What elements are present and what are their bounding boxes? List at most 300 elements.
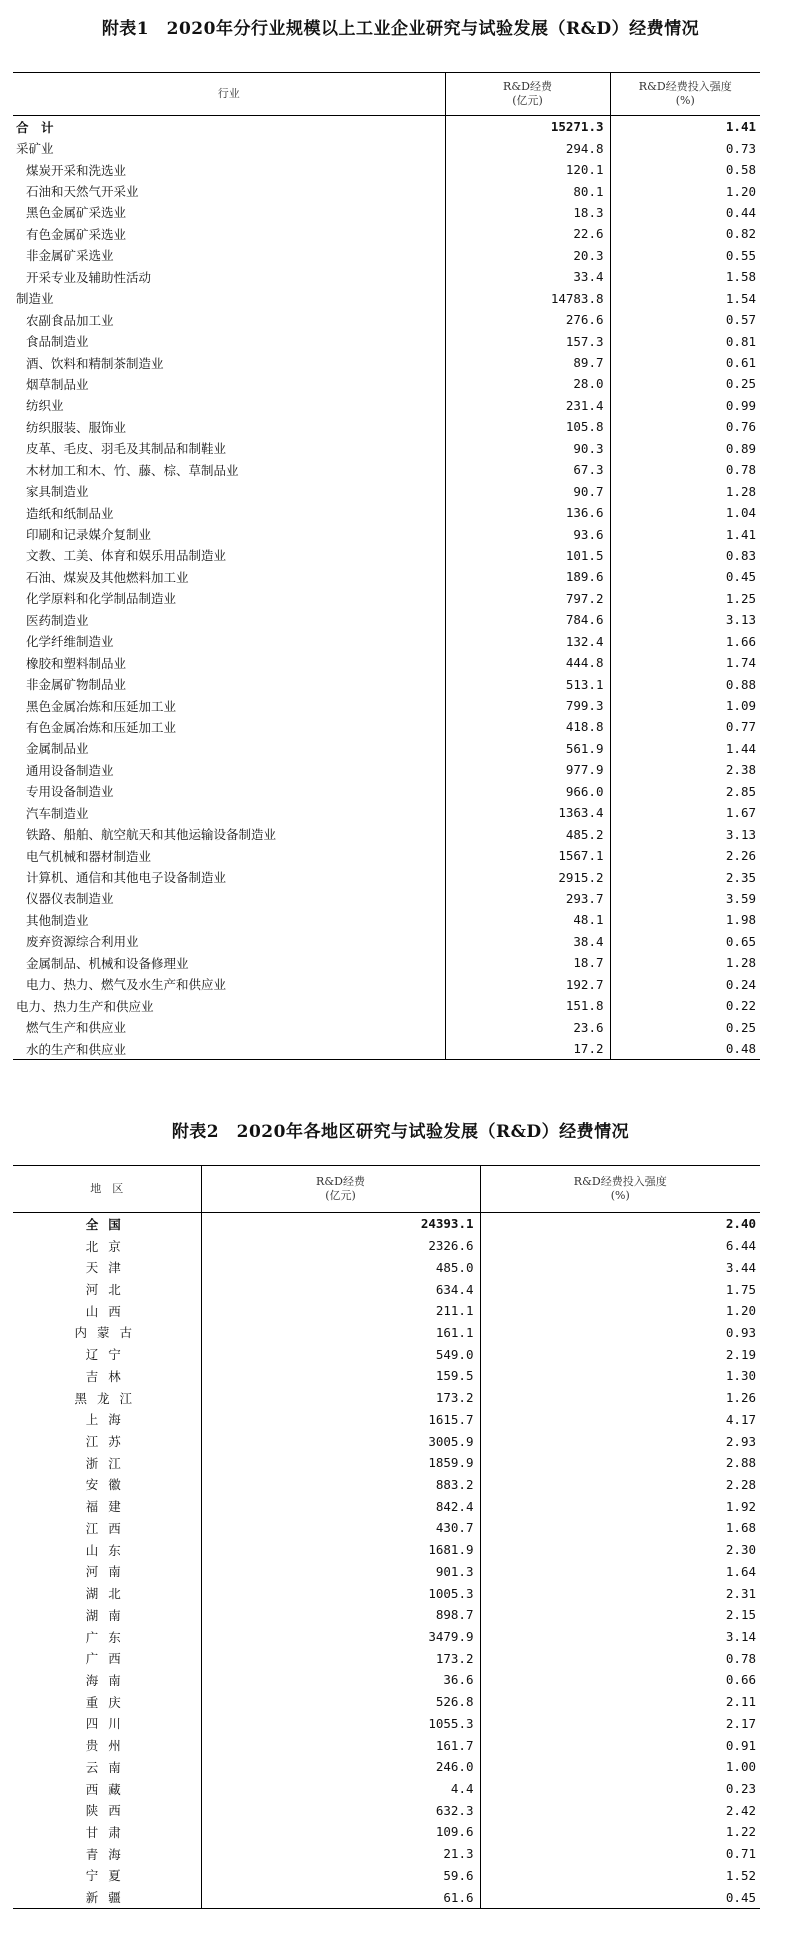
table-row — [13, 416, 760, 437]
industry-name-cell: 木材加工和木、竹、藤、棕、草制品业 — [13, 459, 445, 480]
industry-name-cell: 黑色金属冶炼和压延加工业 — [13, 695, 445, 716]
table-row — [13, 116, 760, 138]
rd-intensity-cell: 0.25 — [725, 1019, 756, 1035]
rd-expenditure-cell: 151.8 — [445, 995, 610, 1016]
rd-expenditure-cell: 159.5 — [201, 1365, 480, 1387]
table-row — [13, 180, 760, 201]
rd-intensity-cell: 2.31 — [725, 1585, 756, 1601]
table-row — [13, 1430, 760, 1452]
table-row — [13, 1843, 760, 1865]
rd-intensity-cell: 3.59 — [725, 890, 756, 906]
rd-intensity-cell: 0.77 — [725, 719, 756, 735]
rd-expenditure-cell: 1363.4 — [445, 802, 610, 823]
rd-intensity-cell: 1.44 — [725, 740, 756, 756]
rd-expenditure-cell: 120.1 — [445, 159, 610, 180]
rd-intensity-cell: 1.20 — [725, 183, 756, 199]
region-name-cell: 江苏 — [13, 1430, 201, 1452]
rd-intensity-cell: 1.74 — [725, 655, 756, 671]
rd-expenditure-cell: 418.8 — [445, 716, 610, 737]
rd-expenditure-cell: 966.0 — [445, 781, 610, 802]
industry-name-cell: 黑色金属矿采选业 — [13, 202, 445, 223]
rd-expenditure-cell: 549.0 — [201, 1343, 480, 1365]
rd-expenditure-cell: 632.3 — [201, 1799, 480, 1821]
table1-header-row — [13, 73, 760, 116]
table-row — [13, 1038, 760, 1060]
rd-intensity-cell: 0.76 — [725, 419, 756, 435]
table2-header-rd-expenditure — [201, 1166, 480, 1213]
industry-name-cell: 仪器仪表制造业 — [13, 888, 445, 909]
industry-name-cell: 其他制造业 — [13, 909, 445, 930]
industry-name-cell: 水的生产和供应业 — [13, 1038, 445, 1060]
rd-expenditure-cell: 1681.9 — [201, 1539, 480, 1561]
industry-name-cell: 电气机械和器材制造业 — [13, 845, 445, 866]
industry-name-cell: 电力、热力、燃气及水生产和供应业 — [13, 974, 445, 995]
region-name-cell: 宁夏 — [13, 1865, 201, 1887]
region-name-cell: 重庆 — [13, 1691, 201, 1713]
industry-name-cell: 有色金属冶炼和压延加工业 — [13, 716, 445, 737]
region-name-cell: 云南 — [13, 1756, 201, 1778]
rd-intensity-cell: 0.88 — [725, 676, 756, 692]
rd-intensity-cell: 0.83 — [725, 547, 756, 563]
table-row — [13, 1669, 760, 1691]
region-name-cell: 辽宁 — [13, 1343, 201, 1365]
table-row — [13, 1539, 760, 1561]
rd-intensity-cell: 0.48 — [610, 1038, 760, 1060]
region-name-cell: 湖南 — [13, 1604, 201, 1626]
industry-name-cell: 农副食品加工业 — [13, 309, 445, 330]
rd-expenditure-cell: 18.3 — [445, 202, 610, 223]
rd-intensity-cell: 3.44 — [725, 1259, 756, 1275]
rd-expenditure-cell: 161.7 — [201, 1734, 480, 1756]
rd-intensity-cell: 2.35 — [725, 869, 756, 885]
table-row — [13, 845, 760, 866]
rd-expenditure-cell: 105.8 — [445, 416, 610, 437]
table-row — [13, 137, 760, 158]
table-row — [13, 459, 760, 480]
industry-name-cell: 专用设备制造业 — [13, 781, 445, 802]
industry-name-cell: 汽车制造业 — [13, 802, 445, 823]
table-row — [13, 1799, 760, 1821]
table-row — [13, 823, 760, 844]
rd-intensity-cell: 0.61 — [725, 355, 756, 371]
rd-expenditure-cell: 173.2 — [201, 1647, 480, 1669]
table-row — [13, 759, 760, 780]
rd-expenditure-cell: 276.6 — [445, 309, 610, 330]
table-row — [13, 1821, 760, 1843]
rd-intensity-cell: 3.13 — [725, 612, 756, 628]
rd-intensity-cell: 1.22 — [725, 1824, 756, 1840]
rd-intensity-cell: 0.66 — [725, 1672, 756, 1688]
table-row — [13, 931, 760, 952]
rd-expenditure-cell: 48.1 — [445, 909, 610, 930]
rd-expenditure-cell: 842.4 — [201, 1495, 480, 1517]
rd-expenditure-cell: 161.1 — [201, 1322, 480, 1344]
table2-header-intensity-label: R&D经费投入强度 — [573, 1175, 667, 1188]
region-name-cell: 河南 — [13, 1561, 201, 1583]
rd-expenditure-cell: 36.6 — [201, 1669, 480, 1691]
table-row — [13, 1647, 760, 1669]
rd-expenditure-cell: 33.4 — [445, 266, 610, 287]
table-row — [13, 223, 760, 244]
table-row — [13, 652, 760, 673]
table2-header-region: 地 区 — [13, 1166, 201, 1213]
table-row — [13, 1322, 760, 1344]
rd-expenditure-cell: 1005.3 — [201, 1582, 480, 1604]
rd-intensity-cell: 1.26 — [725, 1390, 756, 1406]
region-name-cell: 陕西 — [13, 1799, 201, 1821]
region-name-cell: 山西 — [13, 1300, 201, 1322]
table-row — [13, 1691, 760, 1713]
rd-expenditure-cell: 211.1 — [201, 1300, 480, 1322]
rd-expenditure-cell: 157.3 — [445, 330, 610, 351]
table-row — [13, 438, 760, 459]
region-name-cell: 青海 — [13, 1843, 201, 1865]
rd-intensity-cell: 2.19 — [725, 1346, 756, 1362]
rd-intensity-cell: 1.64 — [725, 1563, 756, 1579]
rd-expenditure-cell: 883.2 — [201, 1474, 480, 1496]
table1-header-rd-expenditure — [445, 73, 610, 116]
rd-intensity-cell: 1.25 — [725, 590, 756, 606]
region-name-cell: 西藏 — [13, 1778, 201, 1800]
industry-name-cell: 有色金属矿采选业 — [13, 223, 445, 244]
table-row — [13, 1734, 760, 1756]
industry-name-cell: 皮革、毛皮、羽毛及其制品和制鞋业 — [13, 438, 445, 459]
rd-intensity-cell: 0.22 — [725, 998, 756, 1014]
table-row — [13, 1213, 760, 1235]
industry-name-cell: 印刷和记录媒介复制业 — [13, 523, 445, 544]
table-row — [13, 523, 760, 544]
table2-title: 附表2 2020年各地区研究与试验发展（R&D）经费情况 — [171, 1122, 630, 1142]
rd-intensity-cell: 1.66 — [725, 633, 756, 649]
table-row — [13, 781, 760, 802]
rd-expenditure-cell: 799.3 — [445, 695, 610, 716]
rd-intensity-cell: 1.41 — [725, 526, 756, 542]
rd-expenditure-cell: 634.4 — [201, 1278, 480, 1300]
table-row — [13, 1408, 760, 1430]
table-row — [13, 609, 760, 630]
rd-expenditure-cell: 444.8 — [445, 652, 610, 673]
table-row — [13, 802, 760, 823]
table-row — [13, 330, 760, 351]
rd-intensity-cell: 2.93 — [725, 1433, 756, 1449]
industry-name-cell: 金属制品、机械和设备修理业 — [13, 952, 445, 973]
rd-expenditure-cell: 109.6 — [201, 1821, 480, 1843]
table-row — [13, 1452, 760, 1474]
industry-name-cell: 化学原料和化学制品制造业 — [13, 588, 445, 609]
rd-intensity-cell: 2.11 — [725, 1694, 756, 1710]
rd-expenditure-cell: 80.1 — [445, 180, 610, 201]
rd-expenditure-cell: 430.7 — [201, 1517, 480, 1539]
rd-intensity-cell: 1.28 — [725, 955, 756, 971]
rd-expenditure-cell: 898.7 — [201, 1604, 480, 1626]
region-name-cell: 江西 — [13, 1517, 201, 1539]
rd-expenditure-cell: 23.6 — [445, 1016, 610, 1037]
rd-expenditure-cell: 136.6 — [445, 502, 610, 523]
rd-intensity-cell: 1.09 — [725, 698, 756, 714]
rd-intensity-cell: 2.40 — [725, 1216, 756, 1232]
rd-expenditure-cell: 3005.9 — [201, 1430, 480, 1452]
region-name-cell: 四川 — [13, 1713, 201, 1735]
region-name-cell: 黑龙江 — [13, 1387, 201, 1409]
rd-intensity-cell: 0.78 — [725, 1650, 756, 1666]
table-row — [13, 866, 760, 887]
rd-intensity-cell: 2.85 — [725, 783, 756, 799]
table1-header-rd-label: R&D经费 — [503, 80, 552, 93]
rd-expenditure-cell: 1055.3 — [201, 1713, 480, 1735]
rd-expenditure-cell: 24393.1 — [201, 1213, 480, 1235]
industry-name-cell: 食品制造业 — [13, 330, 445, 351]
rd-expenditure-cell: 513.1 — [445, 673, 610, 694]
region-name-cell: 天津 — [13, 1256, 201, 1278]
table-row — [13, 1495, 760, 1517]
industry-name-cell: 合 计 — [13, 116, 445, 138]
rd-intensity-cell: 1.67 — [725, 805, 756, 821]
rd-expenditure-cell: 901.3 — [201, 1561, 480, 1583]
industry-name-cell: 家具制造业 — [13, 480, 445, 501]
table1-header-intensity-label: R&D经费投入强度 — [638, 80, 732, 93]
region-name-cell: 上海 — [13, 1408, 201, 1430]
rd-intensity-cell: 2.28 — [725, 1476, 756, 1492]
table2-header-rd-unit: (亿元) — [325, 1189, 356, 1202]
rd-expenditure-cell: 22.6 — [445, 223, 610, 244]
rd-intensity-cell: 0.71 — [725, 1846, 756, 1862]
table-row — [13, 1713, 760, 1735]
table2-header-intensity-unit: (%) — [610, 1189, 630, 1202]
rd-intensity-cell: 0.78 — [725, 462, 756, 478]
rd-intensity-cell: 2.42 — [725, 1802, 756, 1818]
table-row — [13, 888, 760, 909]
rd-expenditure-cell: 784.6 — [445, 609, 610, 630]
rd-expenditure-cell: 797.2 — [445, 588, 610, 609]
rd-expenditure-cell: 14783.8 — [445, 288, 610, 309]
table-row — [13, 1865, 760, 1887]
industry-name-cell: 废弃资源综合利用业 — [13, 931, 445, 952]
rd-expenditure-cell: 67.3 — [445, 459, 610, 480]
table-row — [13, 1235, 760, 1257]
table-row — [13, 352, 760, 373]
industry-name-cell: 文教、工美、体育和娱乐用品制造业 — [13, 545, 445, 566]
rd-expenditure-cell: 1859.9 — [201, 1452, 480, 1474]
table-row — [13, 566, 760, 587]
region-name-cell: 北京 — [13, 1235, 201, 1257]
table-row — [13, 673, 760, 694]
rd-expenditure-cell: 90.7 — [445, 480, 610, 501]
rd-expenditure-cell: 20.3 — [445, 245, 610, 266]
table1-header-rd-intensity — [610, 73, 760, 116]
table-row — [13, 1300, 760, 1322]
table-row — [13, 545, 760, 566]
industry-name-cell: 制造业 — [13, 288, 445, 309]
rd-expenditure-cell: 21.3 — [201, 1843, 480, 1865]
region-name-cell: 海南 — [13, 1669, 201, 1691]
table-row — [13, 1016, 760, 1037]
industry-name-cell: 石油、煤炭及其他燃料加工业 — [13, 566, 445, 587]
industry-rd-table — [13, 72, 760, 1060]
rd-intensity-cell: 6.44 — [725, 1238, 756, 1254]
industry-name-cell: 煤炭开采和洗选业 — [13, 159, 445, 180]
rd-expenditure-cell: 18.7 — [445, 952, 610, 973]
region-name-cell: 安徽 — [13, 1474, 201, 1496]
industry-name-cell: 非金属矿采选业 — [13, 245, 445, 266]
rd-intensity-cell: 1.54 — [725, 290, 756, 306]
table-row — [13, 1626, 760, 1648]
rd-expenditure-cell: 192.7 — [445, 974, 610, 995]
region-name-cell: 湖北 — [13, 1582, 201, 1604]
region-rd-table — [13, 1165, 760, 1909]
industry-name-cell: 非金属矿物制品业 — [13, 673, 445, 694]
rd-expenditure-cell: 2915.2 — [445, 866, 610, 887]
table-row — [13, 631, 760, 652]
table2-header-rd-label: R&D经费 — [316, 1175, 365, 1188]
rd-expenditure-cell: 61.6 — [201, 1886, 480, 1908]
table-row — [13, 1517, 760, 1539]
rd-expenditure-cell: 1615.7 — [201, 1408, 480, 1430]
table-row — [13, 373, 760, 394]
region-name-cell: 广东 — [13, 1626, 201, 1648]
table1-header-rd-unit: (亿元) — [512, 94, 543, 107]
rd-intensity-cell: 1.00 — [725, 1759, 756, 1775]
rd-expenditure-cell: 59.6 — [201, 1865, 480, 1887]
rd-intensity-cell: 0.55 — [725, 247, 756, 263]
rd-expenditure-cell: 246.0 — [201, 1756, 480, 1778]
table-row — [13, 1582, 760, 1604]
rd-expenditure-cell: 293.7 — [445, 888, 610, 909]
table-row — [13, 974, 760, 995]
rd-expenditure-cell: 17.2 — [445, 1038, 610, 1060]
rd-intensity-cell: 0.45 — [480, 1886, 760, 1908]
region-name-cell: 甘肃 — [13, 1821, 201, 1843]
rd-intensity-cell: 1.98 — [725, 912, 756, 928]
region-name-cell: 河北 — [13, 1278, 201, 1300]
industry-name-cell: 医药制造业 — [13, 609, 445, 630]
rd-intensity-cell: 1.75 — [725, 1281, 756, 1297]
rd-expenditure-cell: 977.9 — [445, 759, 610, 780]
industry-name-cell: 电力、热力生产和供应业 — [13, 995, 445, 1016]
region-name-cell: 浙江 — [13, 1452, 201, 1474]
table-row — [13, 502, 760, 523]
industry-name-cell: 化学纤维制造业 — [13, 631, 445, 652]
rd-intensity-cell: 2.26 — [725, 848, 756, 864]
industry-name-cell: 橡胶和塑料制品业 — [13, 652, 445, 673]
rd-intensity-cell: 2.17 — [725, 1715, 756, 1731]
rd-intensity-cell: 0.91 — [725, 1737, 756, 1753]
rd-intensity-cell: 0.65 — [725, 933, 756, 949]
industry-name-cell: 石油和天然气开采业 — [13, 180, 445, 201]
table-row — [13, 1604, 760, 1626]
rd-intensity-cell: 0.82 — [725, 226, 756, 242]
rd-intensity-cell: 1.52 — [725, 1867, 756, 1883]
industry-name-cell: 烟草制品业 — [13, 373, 445, 394]
table-row — [13, 909, 760, 930]
rd-expenditure-cell: 3479.9 — [201, 1626, 480, 1648]
industry-name-cell: 铁路、船舶、航空航天和其他运输设备制造业 — [13, 823, 445, 844]
rd-intensity-cell: 1.41 — [725, 119, 756, 135]
rd-expenditure-cell: 485.2 — [445, 823, 610, 844]
region-name-cell: 新疆 — [13, 1886, 201, 1908]
table2-header-rd-intensity — [480, 1166, 760, 1213]
industry-name-cell: 计算机、通信和其他电子设备制造业 — [13, 866, 445, 887]
rd-intensity-cell: 2.30 — [725, 1542, 756, 1558]
table-row — [13, 1886, 760, 1908]
rd-expenditure-cell: 526.8 — [201, 1691, 480, 1713]
rd-intensity-cell: 0.81 — [725, 333, 756, 349]
region-name-cell: 贵州 — [13, 1734, 201, 1756]
rd-intensity-cell: 1.92 — [725, 1498, 756, 1514]
rd-expenditure-cell: 561.9 — [445, 738, 610, 759]
rd-expenditure-cell: 173.2 — [201, 1387, 480, 1409]
rd-intensity-cell: 0.25 — [725, 376, 756, 392]
table-row — [13, 1561, 760, 1583]
rd-expenditure-cell: 4.4 — [201, 1778, 480, 1800]
table-row — [13, 395, 760, 416]
industry-name-cell: 通用设备制造业 — [13, 759, 445, 780]
rd-intensity-cell: 0.99 — [725, 397, 756, 413]
rd-expenditure-cell: 90.3 — [445, 438, 610, 459]
rd-expenditure-cell: 15271.3 — [445, 116, 610, 138]
rd-intensity-cell: 0.24 — [725, 976, 756, 992]
rd-intensity-cell: 1.68 — [725, 1520, 756, 1536]
region-name-cell: 全国 — [13, 1213, 201, 1235]
table-row — [13, 1474, 760, 1496]
table-row — [13, 995, 760, 1016]
rd-intensity-cell: 2.38 — [725, 762, 756, 778]
industry-name-cell: 纺织服装、服饰业 — [13, 416, 445, 437]
rd-intensity-cell: 0.44 — [725, 204, 756, 220]
table1-body — [13, 116, 760, 1060]
rd-intensity-cell: 0.58 — [725, 162, 756, 178]
table-row — [13, 266, 760, 287]
table-row — [13, 1778, 760, 1800]
rd-expenditure-cell: 38.4 — [445, 931, 610, 952]
table-row — [13, 1365, 760, 1387]
table-row — [13, 716, 760, 737]
industry-name-cell: 酒、饮料和精制茶制造业 — [13, 352, 445, 373]
table-row — [13, 1256, 760, 1278]
table-row — [13, 159, 760, 180]
rd-intensity-cell: 0.23 — [725, 1781, 756, 1797]
rd-expenditure-cell: 1567.1 — [445, 845, 610, 866]
rd-expenditure-cell: 294.8 — [445, 137, 610, 158]
table-row — [13, 1756, 760, 1778]
industry-name-cell: 造纸和纸制品业 — [13, 502, 445, 523]
table-row — [13, 245, 760, 266]
rd-expenditure-cell: 132.4 — [445, 631, 610, 652]
rd-intensity-cell: 1.28 — [725, 483, 756, 499]
rd-intensity-cell: 2.15 — [725, 1607, 756, 1623]
table-row — [13, 695, 760, 716]
table-row — [13, 738, 760, 759]
rd-expenditure-cell: 93.6 — [445, 523, 610, 544]
rd-expenditure-cell: 485.0 — [201, 1256, 480, 1278]
rd-intensity-cell: 1.04 — [725, 505, 756, 521]
rd-intensity-cell: 1.58 — [725, 269, 756, 285]
rd-expenditure-cell: 2326.6 — [201, 1235, 480, 1257]
table1-header-intensity-unit: (%) — [675, 94, 695, 107]
rd-intensity-cell: 0.57 — [725, 312, 756, 328]
rd-expenditure-cell: 231.4 — [445, 395, 610, 416]
region-name-cell: 吉林 — [13, 1365, 201, 1387]
industry-name-cell: 金属制品业 — [13, 738, 445, 759]
rd-intensity-cell: 3.13 — [725, 826, 756, 842]
rd-expenditure-cell: 189.6 — [445, 566, 610, 587]
table2-header-row — [13, 1166, 760, 1213]
rd-expenditure-cell: 101.5 — [445, 545, 610, 566]
table-row — [13, 952, 760, 973]
table-row — [13, 202, 760, 223]
rd-intensity-cell: 1.20 — [725, 1303, 756, 1319]
table-row — [13, 1343, 760, 1365]
region-name-cell: 广西 — [13, 1647, 201, 1669]
